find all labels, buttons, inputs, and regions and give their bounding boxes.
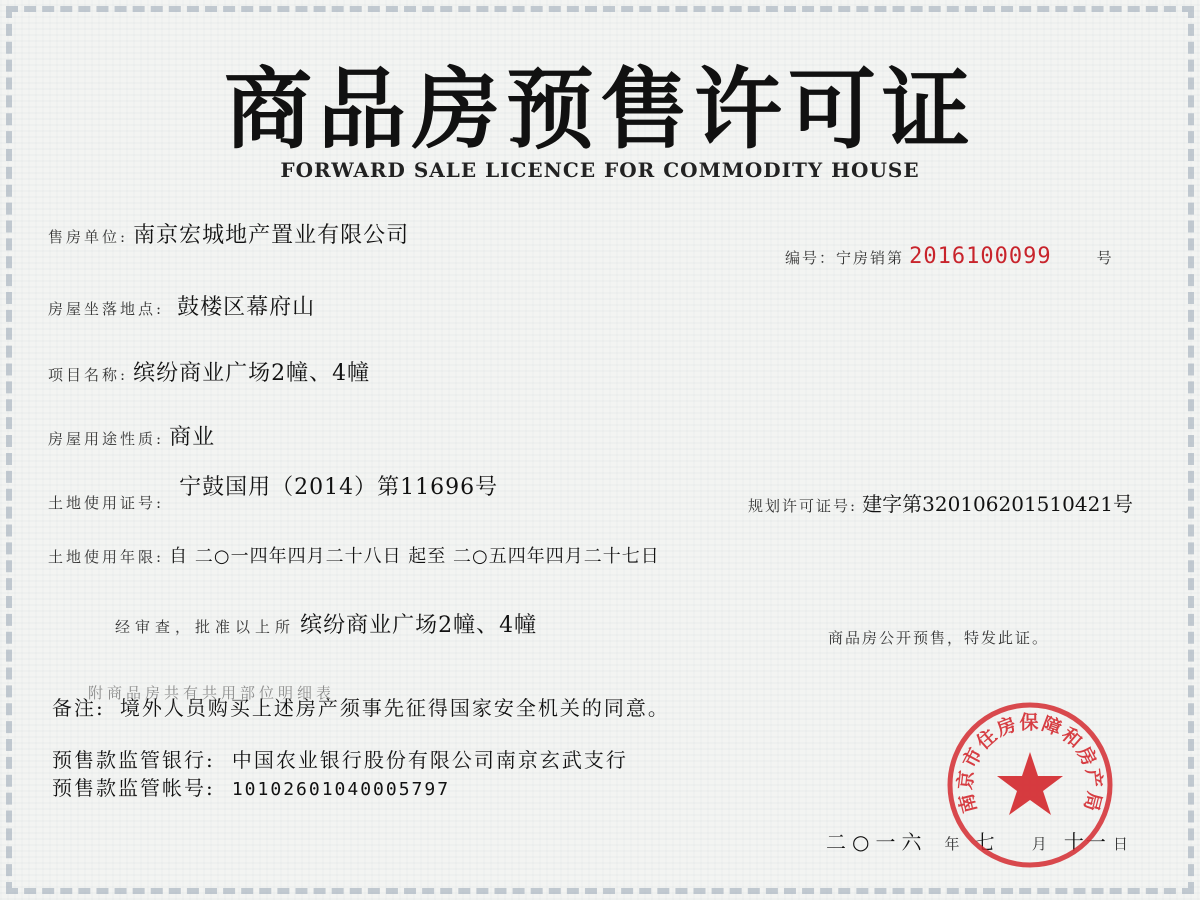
location-label: 房屋坐落地点: xyxy=(48,300,165,318)
field-land-cert xyxy=(48,470,499,512)
project-value: 缤纷商业广场2幢、4幢 xyxy=(133,361,371,386)
account-label: 预售款监管帐号: xyxy=(52,776,215,800)
land-term-value: 自 二○一四年四月二十八日 起至 二○五四年四月二十七日 xyxy=(169,546,660,567)
certificate-number xyxy=(785,244,1114,269)
field-land-term xyxy=(48,542,660,568)
field-planning xyxy=(748,488,1133,517)
attached-note: 附商品房共有共用部位明细表 xyxy=(88,684,336,702)
remark-label: 备注: xyxy=(52,696,105,720)
field-project xyxy=(48,356,370,387)
planning-value: 建字第320106201510421号 xyxy=(862,492,1134,516)
bank-label: 预售款监管银行: xyxy=(52,748,215,772)
date-month: 七 xyxy=(974,830,997,854)
remark-text: 境外人员购买上述房产须事先征得国家安全机关的同意。 xyxy=(119,696,670,720)
approval-suffix: 商品房公开预售，特发此证。 xyxy=(828,629,1050,647)
certificate-title: 商品房预售许可证 xyxy=(223,58,976,161)
certificate-subtitle: FORWARD SALE LICENCE FOR COMMODITY HOUSE xyxy=(280,158,920,182)
number-value: 2016100099 xyxy=(909,244,1052,269)
number-label: 编号：宁房销第 xyxy=(785,249,905,267)
seller-value: 南京宏城地产置业有限公司 xyxy=(133,223,410,248)
date-month-unit: 月 xyxy=(1031,835,1049,853)
official-seal xyxy=(945,700,1115,870)
project-label: 项目名称: xyxy=(48,366,129,384)
land-cert-value: 宁鼓国用（2014）第11696号 xyxy=(179,475,499,500)
seller-label: 售房单位: xyxy=(48,228,129,246)
usage-label: 房屋用途性质: xyxy=(48,430,165,448)
land-cert-label: 土地使用证号: xyxy=(48,494,165,512)
field-usage xyxy=(48,420,215,451)
approval-prefix: 经审查，批准以上所 xyxy=(115,618,296,636)
location-value: 鼓楼区幕府山 xyxy=(177,295,316,320)
supervision-bank xyxy=(52,744,628,773)
seal-star-icon xyxy=(997,752,1063,815)
remark xyxy=(52,692,670,721)
number-suffix: 号 xyxy=(1096,249,1114,267)
bank-value: 中国农业银行股份有限公司南京玄武支行 xyxy=(231,748,628,772)
date-year: 二○一六 xyxy=(826,830,928,854)
date-year-unit: 年 xyxy=(944,835,962,853)
account-value: 10102601040005797 xyxy=(231,779,451,800)
field-seller xyxy=(48,218,409,249)
seal-text: 南京市住房保障和房产局 xyxy=(954,711,1106,816)
date-day-unit: 日 xyxy=(1112,835,1130,853)
field-location xyxy=(48,290,315,321)
planning-label: 规划许可证号: xyxy=(748,497,858,515)
approval-statement xyxy=(115,608,537,639)
date-day: 十一 xyxy=(1063,830,1108,854)
supervision-account xyxy=(52,772,450,801)
approval-value: 缤纷商业广场2幢、4幢 xyxy=(300,613,538,638)
usage-value: 商业 xyxy=(169,425,216,450)
land-term-label: 土地使用年限: xyxy=(48,548,165,566)
